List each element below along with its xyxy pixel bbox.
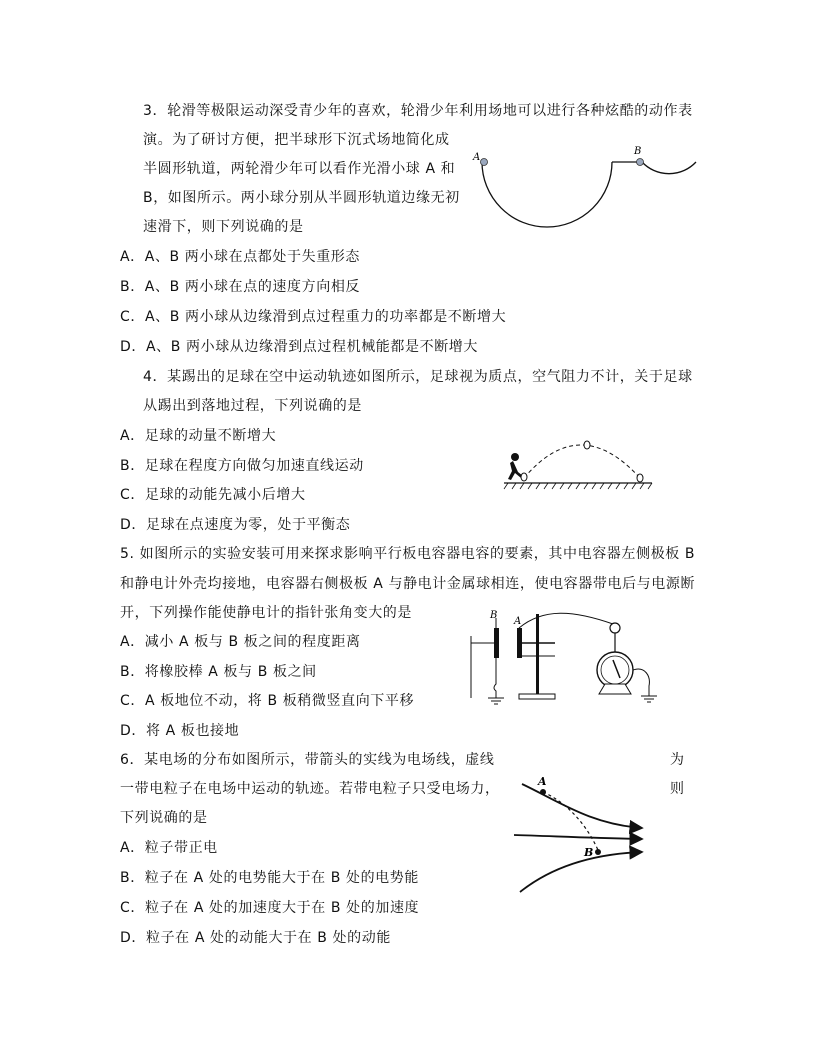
ball-start <box>521 473 527 481</box>
label-a: A <box>514 616 522 627</box>
electrometer-case <box>597 652 633 688</box>
label-b: B <box>584 846 594 859</box>
small-half-circle-track <box>642 162 696 174</box>
q5-stem-line2: 和静电计外壳均接地，电容器右侧极板 A 与静电计金属球相连，使电容器带电后与电源断 <box>120 576 696 592</box>
label-b: B <box>490 610 498 621</box>
plate-b-ground-wire <box>494 658 496 698</box>
ball-b <box>637 159 644 166</box>
field-line-middle <box>514 835 642 839</box>
q4-stem-line1: 4．某踢出的足球在空中运动轨迹如图所示，足球视为质点，空气阻力不计，关于足球 <box>143 369 693 385</box>
q5-option-d: D．将 A 板也接地 <box>120 723 240 739</box>
field-line-top <box>522 784 642 828</box>
trajectory-dashed <box>543 792 598 850</box>
q3-stem-line1: 3．轮滑等极限运动深受青少年的喜欢，轮滑少年利用场地可以进行各种炫酷的动作表 <box>143 103 693 119</box>
q3-half-circle-tracks-figure <box>470 140 710 230</box>
q6-stem-line1-end: 为 <box>670 752 685 768</box>
stand-pole <box>536 614 539 696</box>
q3-option-c: C．A、B 两小球从边缘滑到点过程重力的功率都是不断增大 <box>120 309 507 325</box>
point-b <box>595 849 601 855</box>
label-b: B <box>634 146 642 157</box>
ball-top <box>584 441 590 449</box>
q4-option-d: D．足球在点速度为零，处于平衡态 <box>120 517 351 533</box>
q6-option-c: C．粒子在 A 处的加速度大于在 B 处的加速度 <box>120 900 420 916</box>
q5-capacitor-electrometer-figure <box>463 606 673 710</box>
q3-option-d: D．A、B 两小球从边缘滑到点过程机械能都是不断增大 <box>120 339 479 355</box>
trajectory-dashed-arc <box>524 445 640 478</box>
q5-option-b: B．将橡胶棒 A 板与 B 板之间 <box>120 664 317 680</box>
q6-option-b: B．粒子在 A 处的电势能大于在 B 处的电势能 <box>120 870 419 886</box>
plate-a <box>517 628 522 658</box>
q6-stem-line2-end: 则 <box>670 781 685 797</box>
q3-stem-line5: 速滑下，则下列说确的是 <box>143 219 304 235</box>
q6-stem-line2: 一带电粒子在电场中运动的轨迹。若带电粒子只受电场力， <box>120 781 500 797</box>
q6-electric-field-figure <box>510 772 660 896</box>
ball-end <box>637 474 643 482</box>
q3-option-b: B．A、B 两小球在点的速度方向相反 <box>120 279 361 295</box>
q3-stem-line2: 演。为了研讨方便，把半球形下沉式场地简化成 <box>143 132 450 148</box>
stand-base <box>519 694 555 699</box>
electrometer-ground-wire <box>633 669 649 696</box>
electrometer-ball <box>610 623 620 633</box>
point-a <box>540 789 546 795</box>
q3-stem-line3: 半圆形轨道，两轮滑少年可以看作光滑小球 A 和 <box>143 161 456 177</box>
q4-football-trajectory-figure <box>500 432 660 494</box>
q4-stem-line2: 从踢出到落地过程，下列说确的是 <box>143 398 362 414</box>
label-a: A <box>473 152 481 163</box>
q5-stem-line3: 开，下列操作能使静电计的指针张角变大的是 <box>120 605 412 621</box>
electrometer-base <box>599 684 631 694</box>
q6-stem-line3: 下列说确的是 <box>120 810 208 826</box>
q5-option-a: A．减小 A 板与 B 板之间的程度距离 <box>120 634 361 650</box>
q6-stem-line1: 6．某电场的分布如图所示，带箭头的实线为电场线，虚线 <box>120 752 495 768</box>
label-a: A <box>538 775 547 788</box>
ground-hatching <box>504 483 652 489</box>
ball-a <box>481 159 488 166</box>
plate-b <box>494 628 499 658</box>
q6-option-d: D．粒子在 A 处的动能大于在 B 处的动能 <box>120 930 391 946</box>
q5-option-c: C．A 板地位不动，将 B 板稍微竖直向下平移 <box>120 693 415 709</box>
q6-option-a: A．粒子带正电 <box>120 840 218 856</box>
connecting-wire <box>519 613 613 628</box>
q4-option-c: C．足球的动能先减小后增大 <box>120 487 306 503</box>
field-line-bottom <box>520 852 642 892</box>
q4-option-b: B．足球在程度方向做匀加速直线运动 <box>120 458 364 474</box>
q3-stem-line4: B，如图所示。两小球分别从半圆形轨道边缘无初 <box>143 190 460 206</box>
q5-stem-line1: 5. 如图所示的实验安装可用来探求影响平行板电容器电容的要素，其中电容器左侧极板 B <box>120 546 696 562</box>
large-half-circle-track <box>482 162 612 227</box>
q4-option-a: A．足球的动量不断增大 <box>120 428 277 444</box>
q3-option-a: A．A、B 两小球在点都处于失重形态 <box>120 249 361 265</box>
